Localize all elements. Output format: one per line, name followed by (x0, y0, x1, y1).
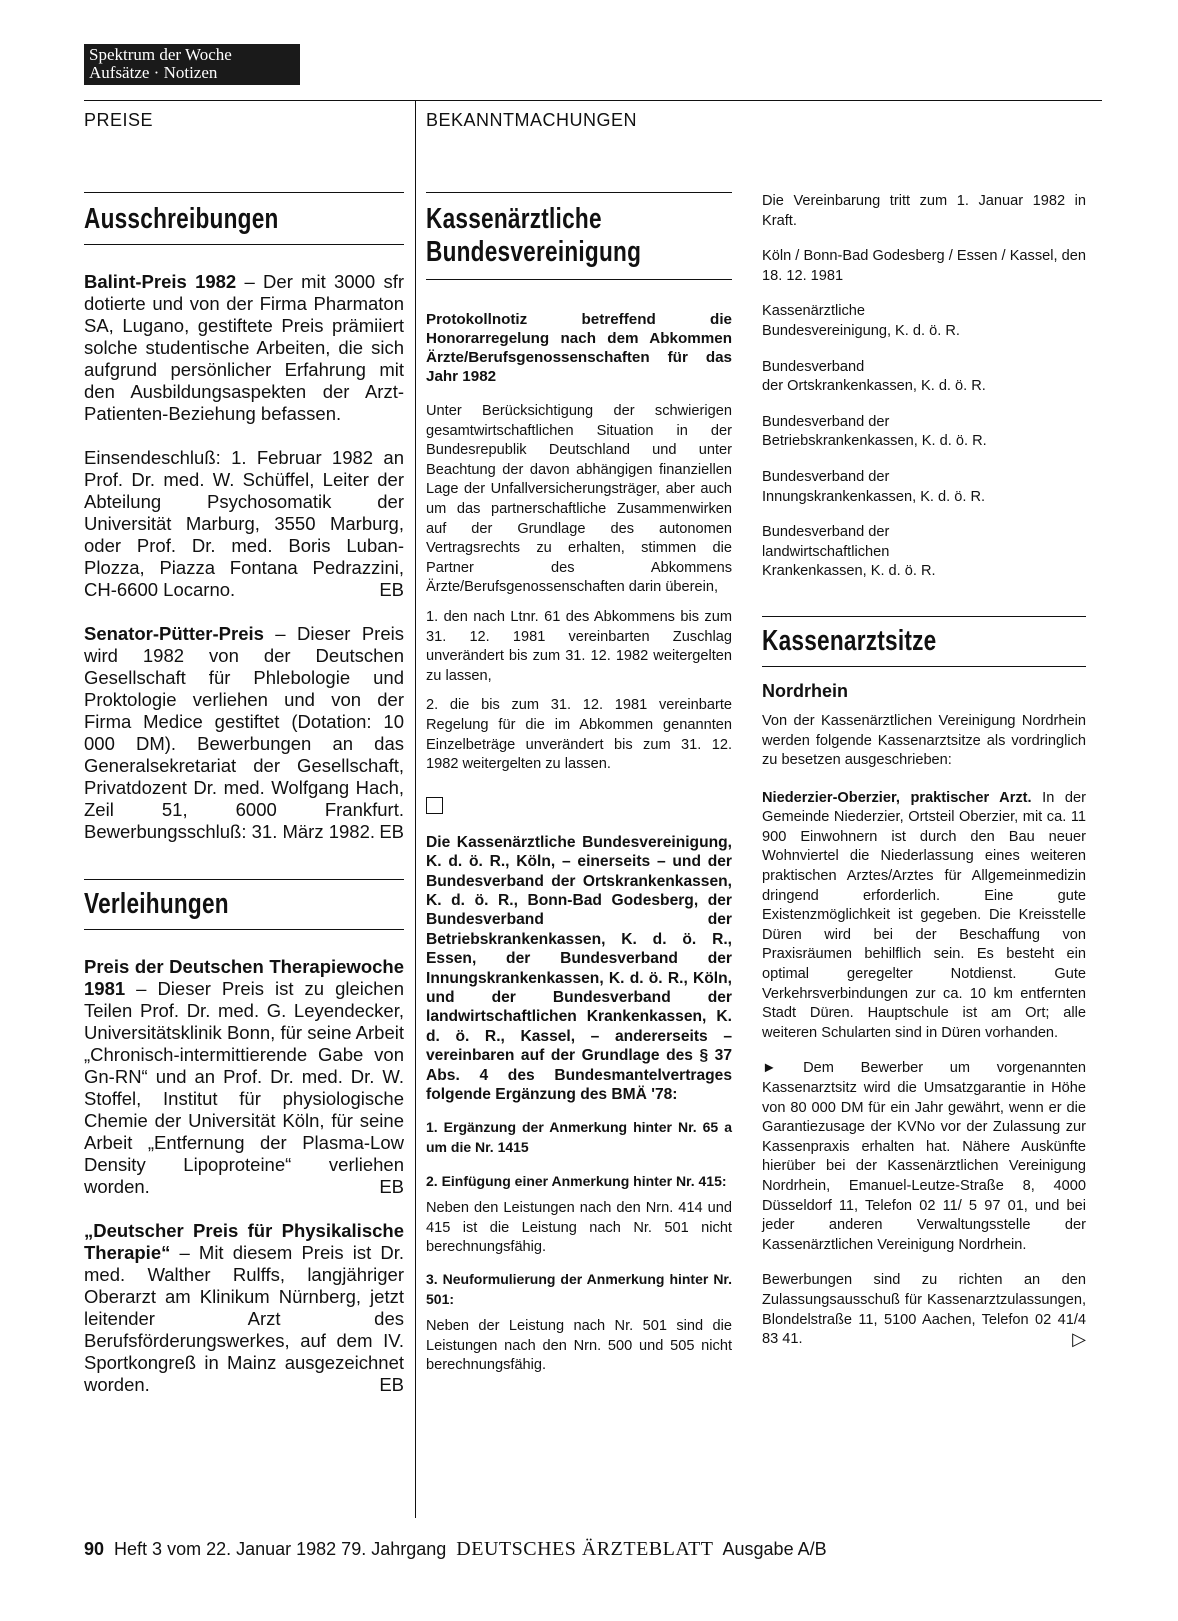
balint-paragraph-2: Einsendeschluß: 1. Februar 1982 an Prof. Dr. med. W. Schüffel, Leiter der Abteilung Psychosomatik der Universität Marburg, 3550 Marburg, oder Prof. Dr. med. Boris Luban-Plozza, Piazza Fontana Pedrazzini, CH-6600 Locarno. EB (84, 447, 404, 600)
author-tag: EB (379, 821, 404, 842)
footer (84, 1538, 827, 1561)
item-2: 2. Einfügung einer Anmerkung hinter Nr. 415: (426, 1172, 727, 1189)
signatory-3: Bundesverband der Betriebskrankenkassen, K. d. ö. R. (762, 413, 987, 450)
author-tag: EB (379, 1374, 404, 1395)
rule (426, 192, 732, 193)
masthead-line1: Spektrum der Woche (89, 45, 232, 64)
rule (762, 666, 1086, 667)
senator-title: Senator-Pütter-Preis (84, 623, 264, 644)
agreement-lead: Die Kassenärztliche Bundesvereinigung, K. d. ö. R., Köln, – einerseits – und der Bundesverband der Ortskrankenkassen, K. d. ö. R., Bonn-Bad Godesberg, der Bundesverband der Betriebskrankenkassen, K. d. ö. R., Essen, der Bundesverband der Innungskrankenkassen, K. d. ö. R., Köln, und der Bundesverband der landwirtschaftlichen Krankenkassen, K. d. ö. R., Kassel, – andererseits – vereinbaren auf der Grundlage des § 37 Abs. 4 des Bundesmantelvertrages folgende Ergänzung des BMÄ '78: (426, 833, 732, 1103)
author-tag: EB (379, 1176, 404, 1197)
protokoll-point-1: 1. den nach Ltnr. 61 des Abkommens bis zum 31. 12. 1981 vereinbarten Zuschlag unverändert bis zum 31. 12. 1982 weitergelten zu lassen, (426, 608, 732, 684)
item-3: 3. Neuformulierung der Anmerkung hinter Nr. 501: (426, 1270, 732, 1307)
heading-kassenarztsitze: Kassenarztsitze (762, 624, 937, 657)
signatory-5: Bundesverband der landwirtschaftlichen Krankenkassen, K. d. ö. R. (762, 524, 936, 580)
physik-title: „Deutscher Preis für Physikalische Therapie“ (84, 1220, 404, 1263)
heading-kbv-2: Bundesvereinigung (426, 236, 642, 268)
item-1: 1. Ergänzung der Anmerkung hinter Nr. 65 a um die Nr. 1415 (426, 1119, 732, 1155)
masthead (84, 44, 300, 85)
top-rule (84, 100, 1102, 101)
heading-kbv-1: Kassenärztliche (426, 203, 602, 235)
signatory-2: Bundesverband der Ortskrankenkassen, K. d. ö. R. (762, 358, 986, 395)
balint-title: Balint-Preis 1982 (84, 271, 237, 292)
separator-box (426, 797, 732, 819)
item-3-text: Neben der Leistung nach Nr. 501 sind die Leistungen nach den Nrn. 500 und 505 nicht berechnungsfähig. (426, 1318, 732, 1374)
rule (84, 244, 404, 245)
rule (84, 192, 404, 193)
protokoll-lead: Protokollnotiz betreffend die Honorarregelung nach dem Abkommen Ärzte/Berufsgenossenschaften für das Jahr 1982 (426, 311, 732, 385)
square-icon (426, 797, 443, 814)
rule (84, 879, 404, 880)
therapie-title: Preis der Deutschen Therapiewoche 1981 (84, 956, 404, 999)
item-2-text: Neben den Leistungen nach den Nrn. 414 und 415 ist die Leistung nach Nr. 501 nicht berechnungsfähig. (426, 1200, 732, 1256)
continue-triangle-icon: ▷ (1072, 1329, 1086, 1350)
physik-paragraph: „Deutscher Preis für Physikalische Therapie“ – Mit diesem Preis ist Dr. med. Walther Rulffs, langjähriger Oberarzt am Klinikum Nürnberg, jetzt leitender Arzt des Berufsförderungswerkes, auf dem IV. Sportkongreß in Mainz ausgezeichnet worden. EB (84, 1220, 404, 1395)
niederzier-paragraph: Niederzier-Oberzier, praktischer Arzt. In der Gemeinde Niederzier, Ortsteil Oberzier, mit ca. 11 900 Einwohnern ist durch den Bau neuer Wohnviertel die Niederlassung eines weiteren praktischen Arztes/Arztes für Allgemeinmedizin dringend erforderlich. Eine gute Existenzmöglichkeit ist gegeben. Die Kreisstelle Düren wird bei der Beschaffung von Praxisräumen behilflich sein. Es besteht ein optimal geregelter Notdienst. Gute Verkehrsverbindungen zur ca. 10 km entfernten Stadt Düren. Hauptschule ist am Ort; alle weiteren Schularten sind in Düren vorhanden. (762, 789, 1086, 1041)
rule (762, 616, 1086, 617)
page-number: 90 (84, 1539, 105, 1559)
column-preise (84, 192, 404, 1396)
publication-name: DEUTSCHES ÄRZTEBLATT (456, 1538, 714, 1560)
author-tag: EB (379, 579, 404, 600)
signatory-4: Bundesverband der Innungskrankenkassen, K. d. ö. R. (762, 468, 986, 505)
protokoll-point-2: 2. die bis zum 31. 12. 1981 vereinbarte Regelung für die im Abkommen genannten Einzelbeträge unverändert bis zum 31. 12. 1982 weitergelten zu lassen. (426, 697, 732, 773)
intro-text: Von der Kassenärztlichen Vereinigung Nordrhein werden folgende Kassenarztsitze als vordringlich zu besetzen ausgeschrieben: (762, 712, 1086, 769)
edition: Ausgabe A/B (722, 1539, 827, 1559)
therapie-paragraph: Preis der Deutschen Therapiewoche 1981 – Dieser Preis ist zu gleichen Teilen Prof. Dr. med. G. Leyendecker, Universitätsklinik Bonn, für seine Arbeit „Chronisch-intermittierende Gabe von Gn-RN“ und an Prof. Dr. med. Dr. W. Stoffel, Institut für physiologische Chemie der Universität Köln, für seine Arbeit „Entfernung der Plasma-Low Density Lipoproteine“ verliehen worden. EB (84, 956, 404, 1197)
senator-paragraph: Senator-Pütter-Preis – Dieser Preis wird 1982 von der Deutschen Gesellschaft für Phlebologie und Proktologie verliehen und von der Firma Medice gestiftet (Dotation: 10 000 DM). Bewerbungen an das Generalsekretariat der Gesellschaft, Privatdozent Dr. med. Wolfgang Hach, Zeil 51, 6000 Frankfurt. Bewerbungsschluß: 31. März 1982. EB (84, 623, 404, 842)
section-label-preise: PREISE (84, 110, 154, 130)
column-bekanntmachungen (426, 192, 732, 1376)
signatory-1: Kassenärztliche Bundesvereinigung, K. d. ö. R. (762, 303, 960, 339)
effective-date: Die Vereinbarung tritt zum 1. Januar 1982 in Kraft. (762, 193, 1086, 229)
column-divider (415, 100, 416, 1518)
place-date: Köln / Bonn-Bad Godesberg / Essen / Kassel, den 18. 12. 1981 (762, 248, 1086, 284)
rule (84, 929, 404, 930)
niederzier-title: Niederzier-Oberzier, praktischer Arzt. (762, 789, 1032, 806)
heading-ausschreibungen: Ausschreibungen (84, 203, 279, 235)
application-paragraph: Bewerbungen sind zu richten an den Zulassungsausschuß für Kassenarztzulassungen, Blondelstraße 11, 5100 Aachen, Telefon 02 41/4 83 41. ▷ (762, 1272, 1086, 1350)
column-kassenarztsitze (762, 192, 1086, 1350)
balint-paragraph: Balint-Preis 1982 – Der mit 3000 sfr dotierte und von der Firma Pharmaton SA, Lugano, gestiftete Preis prämiiert solche studentische Arbeiten, die sich aufgrund persönlicher Erfahrung mit den Ausbildungsaspekten der Arzt-Patienten-Beziehung befassen. (84, 271, 404, 424)
protokoll-text: Unter Berücksichtigung der schwierigen gesamtwirtschaftlichen Situation in der Bundesrepublik Deutschland und unter Beachtung der davon abhängigen finanziellen Lage der Unfallversicherungsträger, aber auch um das partnerschaftliche Zusammenwirken auf der Grundlage des autonomen Vertragsrechts zu erhalten, stimmen die Partner des Abkommens Ärzte/Berufsgenossenschaften darin überein, (426, 403, 732, 596)
guarantee-paragraph: ► Dem Bewerber um vorgenannten Kassenarztsitz wird die Umsatzgarantie in Höhe von 80 000 DM für ein Jahr gewährt, wenn er die Garantiezusage der KVNo vor der Zulassung zur Kassenpraxis erhalten hat. Nähere Auskünfte hierüber bei der Kassenärztlichen Vereinigung Nordrhein, Emanuel-Leutze-Straße 8, 4000 Düsseldorf 11, Telefon 02 11/ 5 97 01, und bei jeder anderen Verwaltungsstelle der Kassenärztlichen Vereinigung Nordrhein. (762, 1060, 1086, 1253)
section-label-bekanntmachungen: BEKANNTMACHUNGEN (426, 110, 638, 130)
subheading-nordrhein: Nordrhein (762, 680, 849, 701)
heading-verleihungen: Verleihungen (84, 888, 229, 920)
issue-info: Heft 3 vom 22. Januar 1982 79. Jahrgang (114, 1539, 447, 1559)
masthead-line2: Aufsätze · Notizen (89, 63, 218, 82)
rule (426, 279, 732, 280)
